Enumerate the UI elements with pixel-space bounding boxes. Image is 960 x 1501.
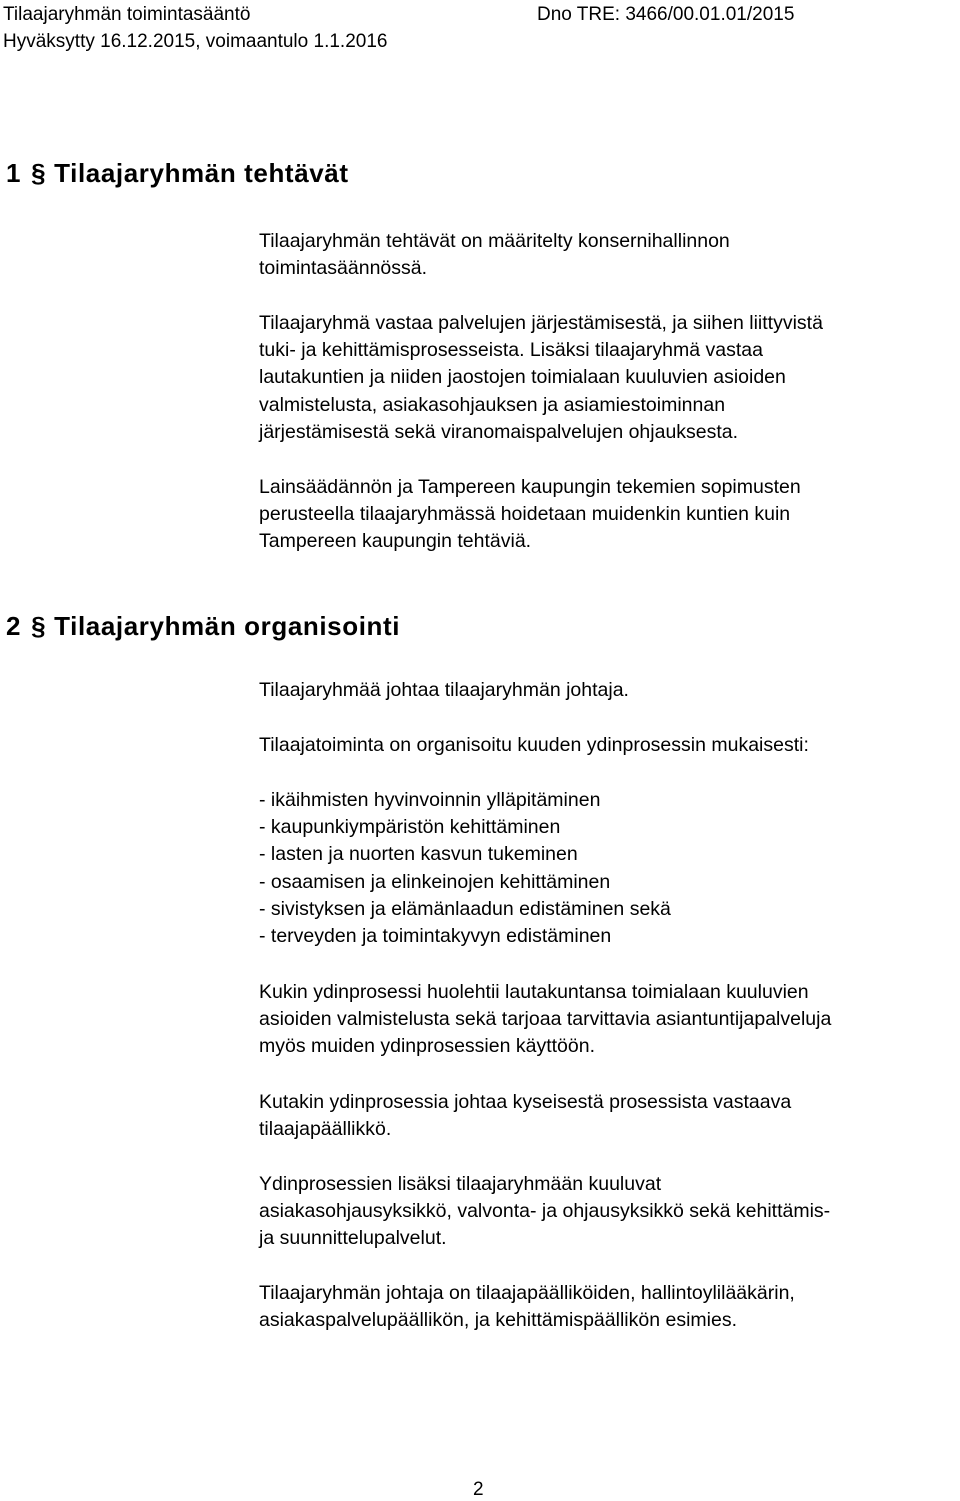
- text-line: valmistelusta, asiakasohjauksen ja asiamiestoiminnan: [259, 393, 726, 416]
- section-symbol: §: [31, 611, 47, 641]
- section-symbol: §: [31, 158, 47, 188]
- core-process-list: [259, 787, 959, 950]
- text-line: Kutakin ydinprosessia johtaa kyseisestä prosessista vastaava: [259, 1091, 792, 1113]
- text-line: Ydinprosessien lisäksi tilaajaryhmään kuuluvat: [259, 1173, 662, 1195]
- text-line: asiakaspalvelupäällikön, ja kehittämispäällikön esimies.: [259, 1309, 737, 1332]
- section-number: 2: [6, 611, 22, 641]
- list-item: - osaamisen ja elinkeinojen kehittäminen: [259, 870, 611, 893]
- list-item: - ikäihmisten hyvinvoinnin ylläpitäminen: [259, 789, 601, 811]
- section-1-paragraph-1: [259, 228, 959, 282]
- approval-info: Hyväksytty 16.12.2015, voimaantulo 1.1.2016: [3, 31, 388, 52]
- section-title: Tilaajaryhmän organisointi: [54, 611, 401, 641]
- section-1-paragraph-2: [259, 310, 959, 446]
- section-2-paragraph-1: [259, 677, 959, 704]
- text-line: tuki- ja kehittämisprosesseista. Lisäksi tilaajaryhmä vastaa: [259, 339, 763, 362]
- list-item: - terveyden ja toimintakyvyn edistäminen: [259, 925, 612, 948]
- section-1-heading: [6, 157, 349, 189]
- text-line: toimintasäännössä.: [259, 257, 428, 280]
- text-line: Tilaajatoiminta on organisoitu kuuden ydinprosessin mukaisesti:: [259, 734, 809, 756]
- section-2-paragraph-2: [259, 732, 959, 759]
- section-2-heading: [6, 610, 400, 642]
- text-line: asioiden valmistelusta sekä tarjoaa tarvittavia asiantuntijapalveluja: [259, 1008, 832, 1031]
- section-1-paragraph-3: [259, 474, 959, 556]
- text-line: Tilaajaryhmän johtaja on tilaajapäälliköiden, hallintoylilääkärin,: [259, 1282, 795, 1304]
- section-number: 1: [6, 158, 22, 188]
- section-2-paragraph-5: [259, 1089, 959, 1143]
- text-line: Tilaajaryhmän tehtävät on määritelty konsernihallinnon: [259, 230, 730, 252]
- section-title: Tilaajaryhmän tehtävät: [54, 158, 349, 188]
- document-title: Tilaajaryhmän toimintasääntö: [3, 4, 251, 25]
- list-item: - sivistyksen ja elämänlaadun edistäminen sekä: [259, 897, 671, 920]
- text-line: lautakuntien ja niiden jaostojen toimialaan kuuluvien asioiden: [259, 366, 786, 389]
- text-line: järjestämisestä sekä viranomaispalvelujen ohjauksesta.: [259, 420, 739, 443]
- text-line: Lainsäädännön ja Tampereen kaupungin tekemien sopimusten: [259, 476, 801, 498]
- text-line: Tilaajaryhmä vastaa palvelujen järjestämisestä, ja siihen liittyvistä: [259, 312, 823, 334]
- section-2-paragraph-4: [259, 979, 959, 1061]
- text-line: Tilaajaryhmää johtaa tilaajaryhmän johtaja.: [259, 679, 629, 701]
- text-line: ja suunnittelupalvelut.: [259, 1227, 447, 1250]
- text-line: Tampereen kaupungin tehtäviä.: [259, 530, 532, 553]
- section-2-paragraph-7: [259, 1280, 959, 1334]
- text-line: asiakasohjausyksikkö, valvonta- ja ohjausyksikkö sekä kehittämis-: [259, 1200, 831, 1223]
- document-number: Dno TRE: 3466/00.01.01/2015: [537, 4, 795, 25]
- text-line: Kukin ydinprosessi huolehtii lautakuntansa toimialaan kuuluvien: [259, 981, 809, 1003]
- page-number: 2: [473, 1479, 484, 1500]
- text-line: myös muiden ydinprosessien käyttöön.: [259, 1035, 596, 1058]
- text-line: tilaajapäällikkö.: [259, 1118, 392, 1141]
- text-line: perusteella tilaajaryhmässä hoidetaan muidenkin kuntien kuin: [259, 503, 791, 526]
- section-2-paragraph-6: [259, 1171, 959, 1253]
- list-item: - lasten ja nuorten kasvun tukeminen: [259, 843, 578, 866]
- list-item: - kaupunkiympäristön kehittäminen: [259, 816, 561, 839]
